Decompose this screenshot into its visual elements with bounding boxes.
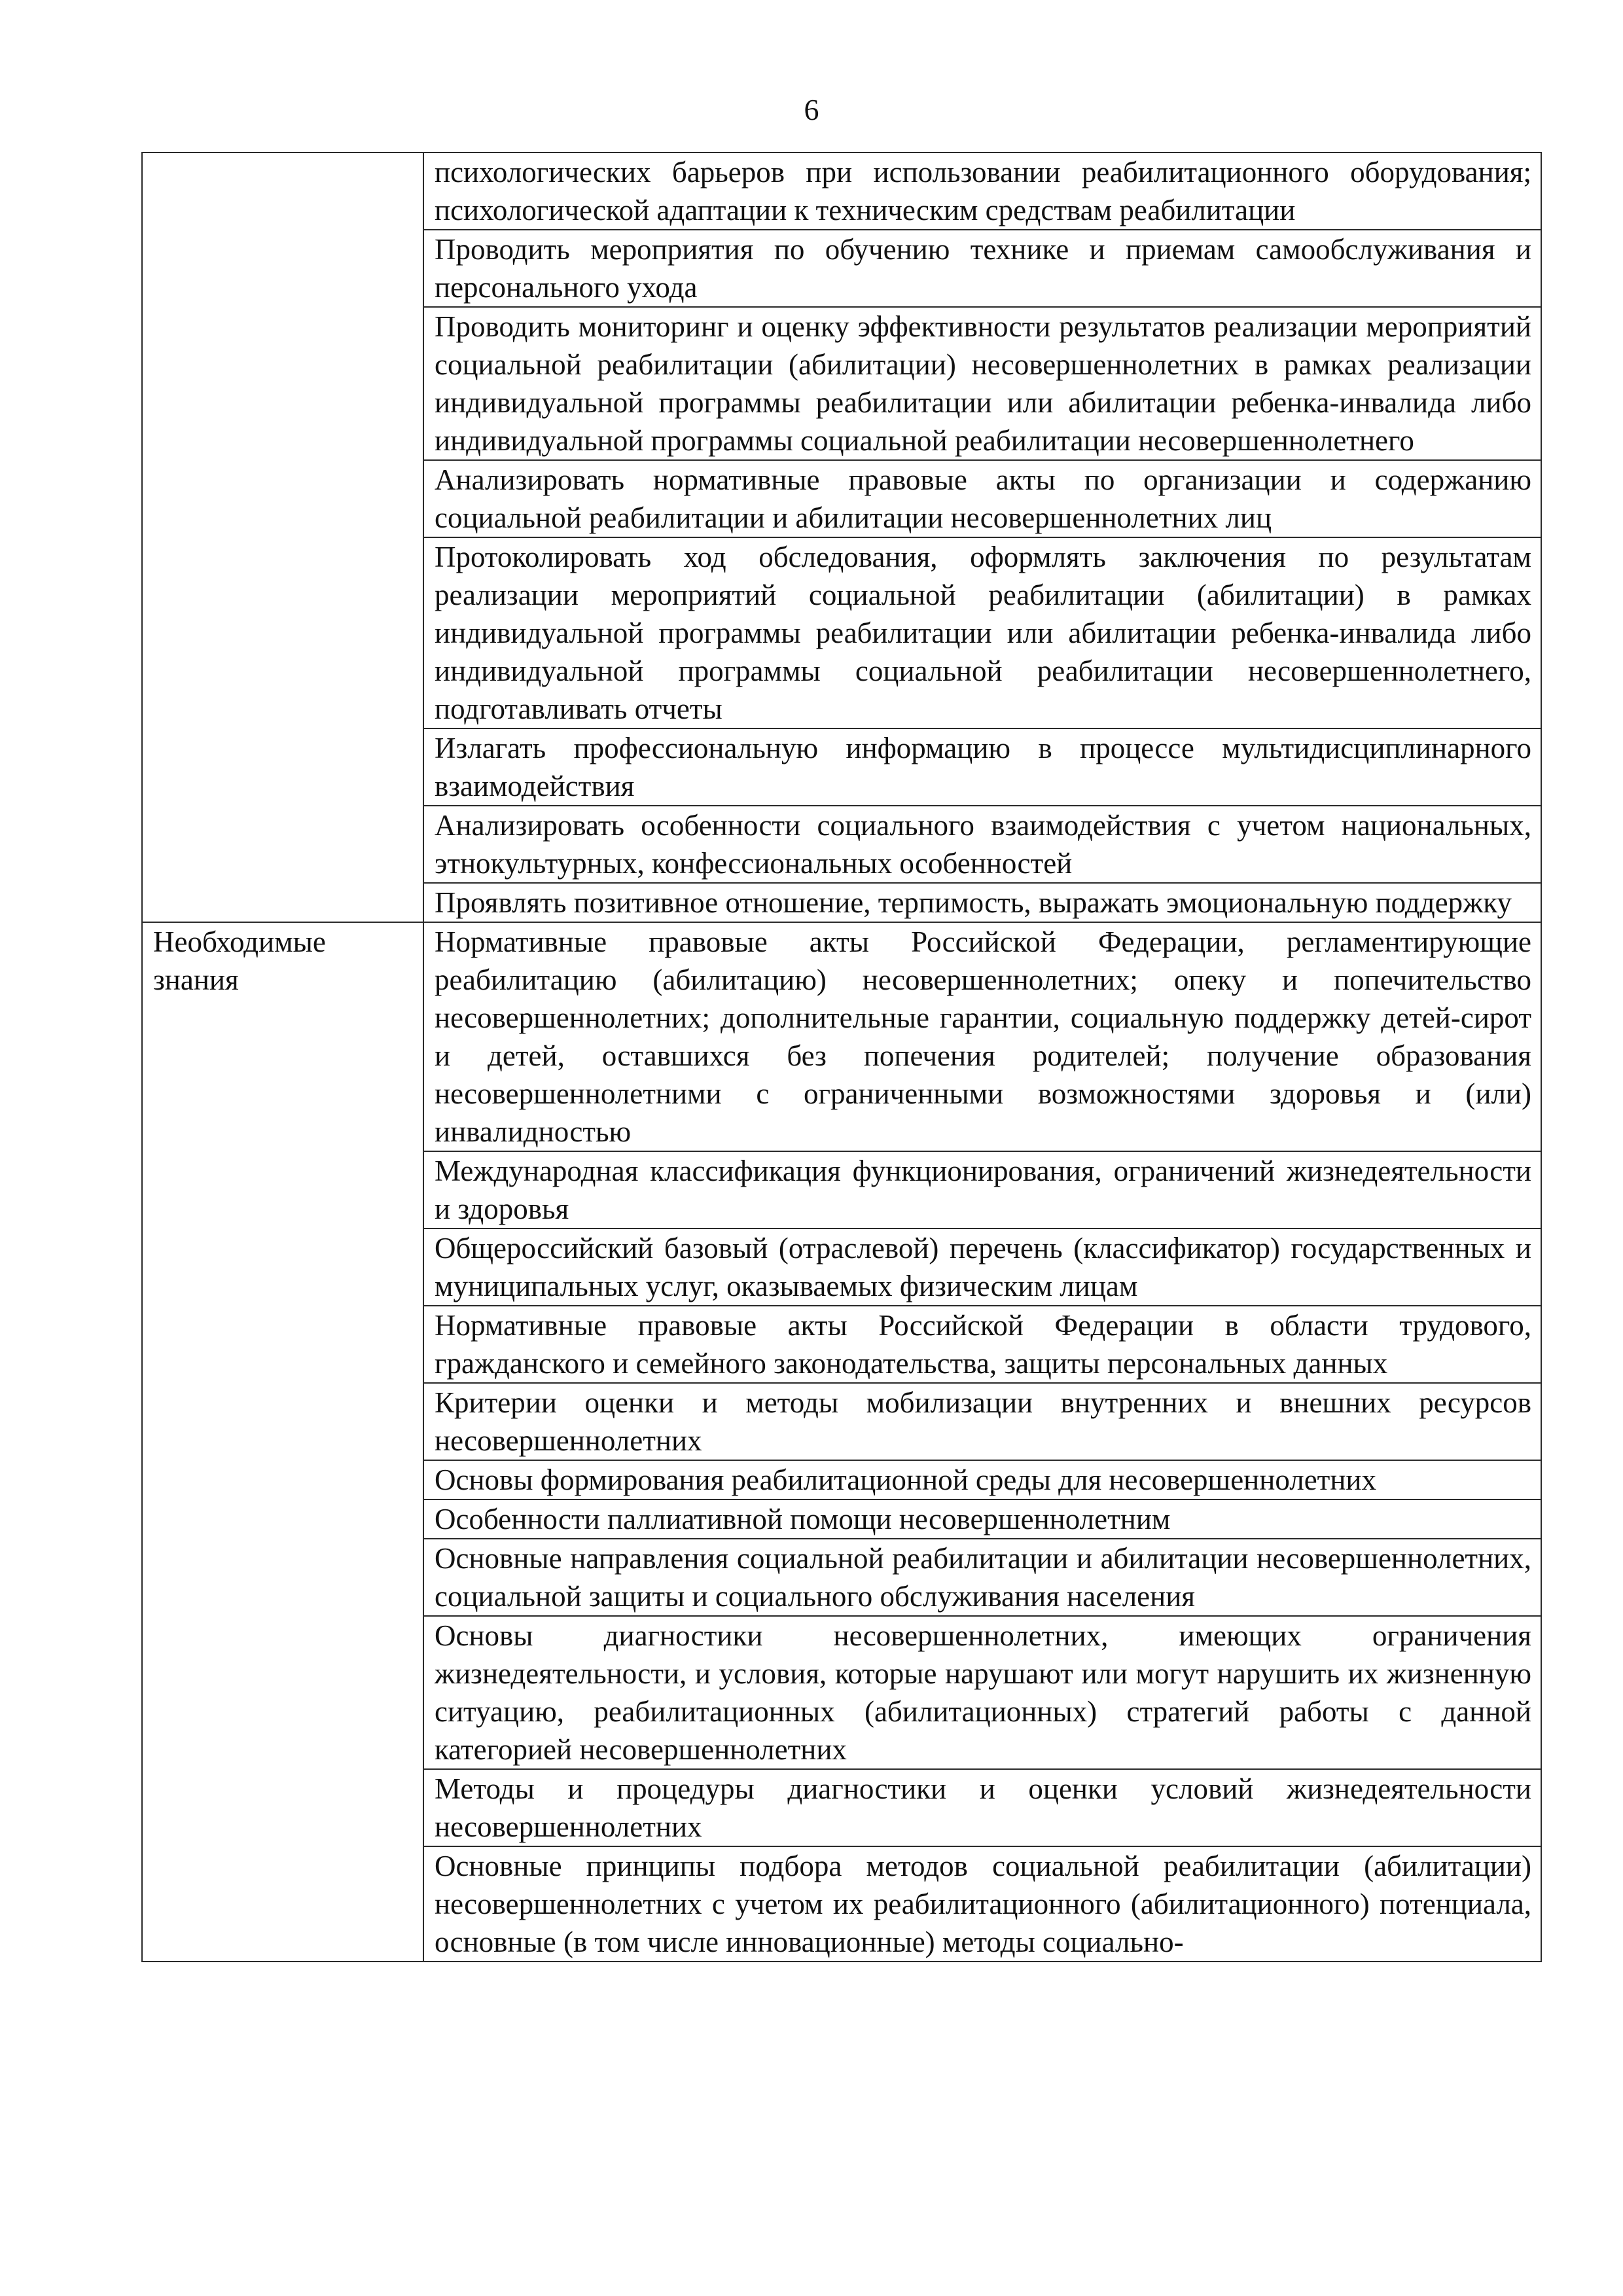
table-row xyxy=(142,922,1541,1151)
knowledge-item: Основные направления социальной реабилитации и абилитации несовершеннолетних, социальной защиты и социального обслуживания населения xyxy=(423,1539,1541,1616)
knowledge-item: Методы и процедуры диагностики и оценки условий жизнедеятельности несовершеннолетних xyxy=(423,1769,1541,1846)
knowledge-item: Нормативные правовые акты Российской Федерации в области трудового, гражданского и семейного законодательства, защиты персональных данных xyxy=(423,1306,1541,1383)
skill-item: Излагать профессиональную информацию в процессе мультидисциплинарного взаимодействия xyxy=(423,728,1541,806)
knowledge-item: Критерии оценки и методы мобилизации внутренних и внешних ресурсов несовершеннолетних xyxy=(423,1383,1541,1460)
competency-table xyxy=(141,152,1542,1962)
skill-item: Проводить мероприятия по обучению технике и приемам самообслуживания и персонального ухода xyxy=(423,230,1541,307)
skill-item: Проводить мониторинг и оценку эффективности результатов реализации мероприятий социальной реабилитации (абилитации) несовершеннолетних в рамках реализации индивидуальной программы реабилитации или абилитации ребенка-инвалида либо индивидуальной программы социальной реабилитации несовершеннолетнего xyxy=(423,307,1541,460)
knowledge-label: Необходимые знания xyxy=(142,922,423,1962)
skills-label-cell xyxy=(142,152,423,922)
page-number: 6 xyxy=(804,93,819,126)
skill-item: психологических барьеров при использовании реабилитационного оборудования; психологической адаптации к техническим средствам реабилитации xyxy=(423,152,1541,230)
knowledge-item: Особенности паллиативной помощи несовершеннолетним xyxy=(423,1499,1541,1539)
skill-item: Протоколировать ход обследования, оформлять заключения по результатам реализации мероприятий социальной реабилитации (абилитации) в рамках индивидуальной программы реабилитации или абилитации ребенка-инвалида либо индивидуальной программы социальной реабилитации несовершеннолетнего, подготавливать отчеты xyxy=(423,537,1541,728)
table-row xyxy=(142,152,1541,230)
skill-item: Анализировать нормативные правовые акты по организации и содержанию социальной реабилитации и абилитации несовершеннолетних лиц xyxy=(423,460,1541,537)
skill-item: Проявлять позитивное отношение, терпимость, выражать эмоциональную поддержку xyxy=(423,883,1541,922)
knowledge-item: Основные принципы подбора методов социальной реабилитации (абилитации) несовершеннолетних с учетом их реабилитационного (абилитационного) потенциала, основные (в том числе инновационные) методы социально- xyxy=(423,1846,1541,1962)
knowledge-item: Международная классификация функционирования, ограничений жизнедеятельности и здоровья xyxy=(423,1151,1541,1229)
knowledge-item: Нормативные правовые акты Российской Федерации, регламентирующие реабилитацию (абилитацию) несовершеннолетних; опеку и попечительство несовершеннолетних; дополнительные гарантии, социальную поддержку детей-сирот и детей, оставшихся без попечения родителей; получение образования несовершеннолетними с ограниченными возможностями здоровья и (или) инвалидностью xyxy=(423,922,1541,1151)
skill-item: Анализировать особенности социального взаимодействия с учетом национальных, этнокультурных, конфессиональных особенностей xyxy=(423,806,1541,883)
knowledge-item: Основы диагностики несовершеннолетних, имеющих ограничения жизнедеятельности, и условия, которые нарушают или могут нарушить их жизненную ситуацию, реабилитационных (абилитационных) стратегий работы с данной категорией несовершеннолетних xyxy=(423,1616,1541,1769)
knowledge-item: Общероссийский базовый (отраслевой) перечень (классификатор) государственных и муниципальных услуг, оказываемых физическим лицам xyxy=(423,1229,1541,1306)
knowledge-item: Основы формирования реабилитационной среды для несовершеннолетних xyxy=(423,1460,1541,1499)
